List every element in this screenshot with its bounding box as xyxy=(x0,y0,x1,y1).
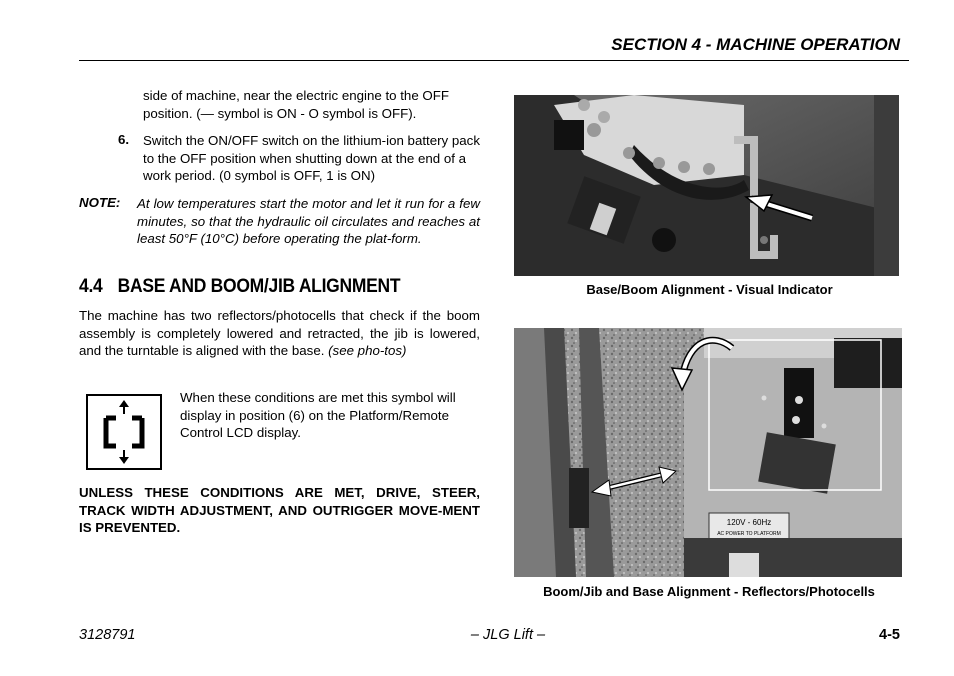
figure-caption-1: Base/Boom Alignment - Visual Indicator xyxy=(586,282,833,297)
step-continuation-text: side of machine, near the electric engine to the OFF position. (— symbol is ON - O symbol is OFF). xyxy=(143,88,449,121)
voltage-label: 120V - 60Hz xyxy=(726,518,772,527)
figure-caption-2: Boom/Jib and Base Alignment - Reflectors/Photocells xyxy=(543,584,875,599)
visual-indicator-photo xyxy=(514,95,905,276)
note-text: At low temperatures start the motor and let it run for a few minutes, so that the hydraulic oil circulates and reaches at least 50°F (10°C) before operating the plat-form. xyxy=(137,196,480,246)
step-text: Switch the ON/OFF switch on the lithium-ion battery pack to the OFF position when shutting down at the end of a work period. (0 symbol is OFF, 1 is ON) xyxy=(143,133,480,183)
document-number: 3128791 xyxy=(79,627,136,643)
section-intro xyxy=(79,307,480,360)
power-label: AC POWER TO PLATFORM xyxy=(717,531,781,537)
symbol-description: When these conditions are met this symbol will display in position (6) on the Platform/Remote Control LCD display. xyxy=(180,390,456,440)
intro-photo-ref: (see pho-tos) xyxy=(328,343,407,358)
section-title: BASE AND BOOM/JIB ALIGNMENT xyxy=(117,276,401,297)
section-heading xyxy=(79,276,400,298)
footer-title: – JLG Lift – xyxy=(470,627,546,643)
page-number: 4-5 xyxy=(879,627,900,643)
step-number: 6. xyxy=(118,132,130,147)
intro-text: The machine has two reflectors/photocells that check if the boom assembly is completely lowered and retracted, the jib is lowered, and the turntable is aligned with the base. xyxy=(79,308,480,358)
section-number: 4.4 xyxy=(79,276,103,297)
alignment-symbol-icon xyxy=(86,394,162,470)
header-rule xyxy=(79,60,909,61)
warning-text: UNLESS THESE CONDITIONS ARE MET, DRIVE, STEER, TRACK WIDTH ADJUSTMENT, AND OUTRIGGER MOVE-MENT IS PREVENTED. xyxy=(79,485,480,535)
reflectors-photocells-photo xyxy=(514,328,902,577)
section-header: SECTION 4 - MACHINE OPERATION xyxy=(611,35,900,54)
note-label: NOTE: xyxy=(79,195,121,210)
